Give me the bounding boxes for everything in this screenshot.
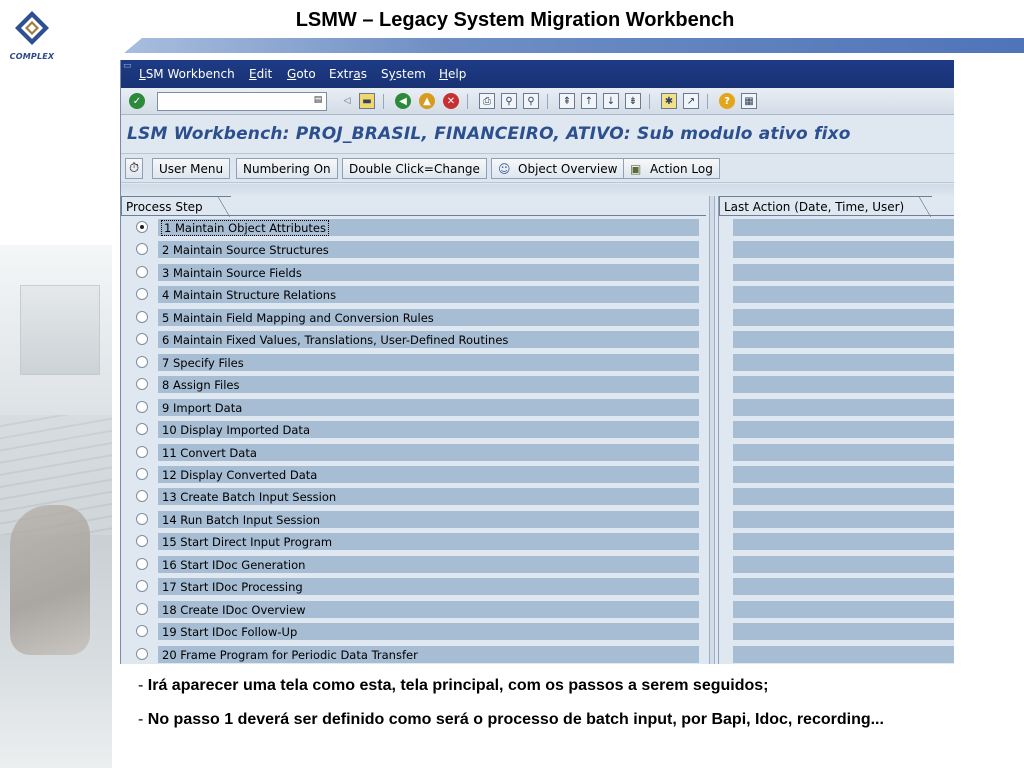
step-row[interactable] xyxy=(121,284,706,306)
step-radio[interactable] xyxy=(136,243,148,255)
menu-goto[interactable]: Goto xyxy=(287,67,316,81)
last-action-cell xyxy=(733,309,954,326)
step-text: 16 Start IDoc Generation xyxy=(162,557,306,572)
command-history-icon[interactable]: ▤ xyxy=(313,95,323,105)
process-clock-button[interactable] xyxy=(125,158,143,179)
step-radio[interactable] xyxy=(136,221,148,233)
note-1-text: Irá aparecer uma tela como esta, tela principal, com os passos a serem seguidos; xyxy=(147,677,769,694)
menu-help[interactable]: Help xyxy=(439,67,467,81)
step-radio[interactable] xyxy=(136,356,148,368)
slide-notes xyxy=(138,674,938,732)
step-text: 17 Start IDoc Processing xyxy=(162,580,303,595)
action-log-label: Action Log xyxy=(650,161,713,176)
step-text: 6 Maintain Fixed Values, Translations, User-Defined Routines xyxy=(162,333,509,348)
step-label[interactable] xyxy=(158,578,699,595)
step-radio[interactable] xyxy=(136,648,148,660)
step-radio[interactable] xyxy=(136,401,148,413)
photo-hand xyxy=(10,505,90,655)
step-radio[interactable] xyxy=(136,558,148,570)
step-label[interactable] xyxy=(158,286,699,303)
pane-splitter[interactable] xyxy=(709,196,715,664)
application-toolbar xyxy=(121,153,954,183)
step-row[interactable] xyxy=(121,217,706,239)
save-icon[interactable]: ▬ xyxy=(359,93,375,109)
step-text: 19 Start IDoc Follow-Up xyxy=(162,625,298,640)
toolbar-separator xyxy=(707,94,708,109)
enter-check-icon[interactable]: ✓ xyxy=(129,93,145,109)
collapse-arrow-icon[interactable]: ◁ xyxy=(343,96,351,106)
last-action-cell xyxy=(733,556,954,573)
process-step-pane xyxy=(121,196,706,664)
menu-extras[interactable]: Extras xyxy=(329,67,367,81)
last-action-cell xyxy=(733,331,954,348)
sap-window xyxy=(120,60,954,664)
note-1-dash: - xyxy=(138,677,144,694)
step-text: 8 Assign Files xyxy=(162,378,240,393)
log-icon: ▣ xyxy=(630,161,642,176)
step-row[interactable] xyxy=(121,621,706,643)
step-radio[interactable] xyxy=(136,535,148,547)
step-radio[interactable] xyxy=(136,266,148,278)
step-radio[interactable] xyxy=(136,333,148,345)
content-area xyxy=(121,184,954,664)
step-label[interactable] xyxy=(158,309,699,326)
last-action-cell xyxy=(733,241,954,258)
note-2-text: No passo 1 deverá ser definido como será o processo de batch input, por Bapi, Idoc, recording... xyxy=(147,711,884,728)
step-label[interactable] xyxy=(158,533,699,550)
layout-menu-icon[interactable]: ▦ xyxy=(741,93,757,109)
step-radio[interactable] xyxy=(136,311,148,323)
last-action-cell xyxy=(733,421,954,438)
decorative-photo xyxy=(0,245,112,768)
screen-title: LSM Workbench: PROJ_BRASIL, FINANCEIRO, ATIVO: Sub modulo ativo fixo xyxy=(127,124,851,144)
step-label[interactable] xyxy=(158,331,699,348)
last-action-cell xyxy=(733,444,954,461)
step-label[interactable] xyxy=(158,444,699,461)
step-text: 7 Specify Files xyxy=(162,355,244,370)
toolbar-separator xyxy=(547,94,548,109)
step-radio[interactable] xyxy=(136,468,148,480)
user-menu-button[interactable]: User Menu xyxy=(152,158,230,179)
step-label[interactable] xyxy=(158,488,699,505)
step-row[interactable] xyxy=(121,307,706,329)
last-action-cell xyxy=(733,646,954,663)
action-log-button[interactable] xyxy=(623,158,720,179)
step-row[interactable] xyxy=(121,576,706,598)
header-line xyxy=(719,215,954,216)
step-text: 15 Start Direct Input Program xyxy=(162,535,333,550)
step-text: 13 Create Batch Input Session xyxy=(162,490,337,505)
step-row[interactable] xyxy=(121,464,706,486)
step-row[interactable] xyxy=(121,419,706,441)
step-radio[interactable] xyxy=(136,603,148,615)
command-field[interactable] xyxy=(157,92,327,111)
title-underline-bar xyxy=(124,38,1024,53)
help-icon[interactable]: ? xyxy=(719,93,735,109)
step-label[interactable] xyxy=(158,466,699,483)
step-row[interactable] xyxy=(121,374,706,396)
step-label[interactable] xyxy=(158,241,699,258)
step-text: 10 Display Imported Data xyxy=(162,423,310,438)
step-label[interactable] xyxy=(158,556,699,573)
command-input[interactable] xyxy=(158,97,308,114)
step-row[interactable] xyxy=(121,644,706,664)
shortcut-icon[interactable]: ↗ xyxy=(683,93,699,109)
object-overview-button[interactable] xyxy=(491,158,624,179)
last-action-cell xyxy=(733,354,954,371)
toolbar-separator xyxy=(649,94,650,109)
step-row[interactable] xyxy=(121,262,706,284)
person-icon: ☺ xyxy=(498,161,511,176)
step-row[interactable] xyxy=(121,599,706,621)
last-action-pane xyxy=(718,196,954,664)
step-text: 1 Maintain Object Attributes xyxy=(164,221,326,235)
step-radio[interactable] xyxy=(136,625,148,637)
slide-title: LSMW – Legacy System Migration Workbench xyxy=(295,9,735,31)
print-icon[interactable]: ⎙ xyxy=(479,93,495,109)
step-row[interactable] xyxy=(121,554,706,576)
step-row[interactable] xyxy=(121,352,706,374)
step-text: 5 Maintain Field Mapping and Conversion Rules xyxy=(162,310,434,325)
last-page-icon[interactable]: ⇟ xyxy=(625,93,641,109)
last-action-cell xyxy=(733,286,954,303)
toolbar-separator xyxy=(467,94,468,109)
content-separator xyxy=(121,184,954,196)
previous-page-icon[interactable]: ↑ xyxy=(581,93,597,109)
object-overview-label: Object Overview xyxy=(518,161,618,176)
step-row[interactable] xyxy=(121,239,706,261)
next-page-icon[interactable]: ↓ xyxy=(603,93,619,109)
step-label[interactable] xyxy=(158,264,699,281)
step-row[interactable] xyxy=(121,329,706,351)
step-radio[interactable] xyxy=(136,513,148,525)
step-label[interactable] xyxy=(158,623,699,640)
step-text: 4 Maintain Structure Relations xyxy=(162,288,337,303)
double-click-change-button[interactable]: Double Click=Change xyxy=(342,158,487,179)
step-label[interactable] xyxy=(158,376,699,393)
step-radio[interactable] xyxy=(136,580,148,592)
step-row[interactable] xyxy=(121,486,706,508)
last-action-cell xyxy=(733,601,954,618)
find-next-icon[interactable]: ⚲ xyxy=(523,93,539,109)
last-action-cell xyxy=(733,511,954,528)
back-icon[interactable]: ◀ xyxy=(395,93,411,109)
step-radio[interactable] xyxy=(136,288,148,300)
step-text: 11 Convert Data xyxy=(162,445,257,460)
last-action-cell xyxy=(733,219,954,236)
new-session-icon[interactable]: ✱ xyxy=(661,93,677,109)
step-label[interactable] xyxy=(158,646,699,663)
menu-system[interactable]: System xyxy=(381,67,426,81)
last-action-header: Last Action (Date, Time, User) xyxy=(719,196,922,216)
step-label[interactable] xyxy=(158,219,699,236)
step-label[interactable] xyxy=(158,421,699,438)
exit-icon[interactable]: ▲ xyxy=(419,93,435,109)
complex-logo xyxy=(4,6,60,64)
step-label[interactable] xyxy=(158,601,699,618)
step-text: 3 Maintain Source Fields xyxy=(162,265,302,280)
note-2 xyxy=(138,708,918,732)
last-action-cell xyxy=(733,466,954,483)
menu-edit[interactable]: Edit xyxy=(249,67,273,81)
header-line xyxy=(121,215,706,216)
step-row[interactable] xyxy=(121,509,706,531)
step-label[interactable] xyxy=(158,399,699,416)
standard-toolbar xyxy=(121,88,954,115)
step-text: 2 Maintain Source Structures xyxy=(162,243,329,258)
step-row[interactable] xyxy=(121,397,706,419)
step-radio[interactable] xyxy=(136,423,148,435)
step-radio[interactable] xyxy=(136,490,148,502)
last-action-cell xyxy=(733,264,954,281)
logo-wordmark: COMPLEX xyxy=(9,52,55,61)
step-label[interactable] xyxy=(158,511,699,528)
step-text: 20 Frame Program for Periodic Data Transfer xyxy=(162,647,418,662)
numbering-on-button[interactable]: Numbering On xyxy=(236,158,338,179)
process-step-header: Process Step xyxy=(121,196,221,216)
first-page-icon[interactable]: ⇞ xyxy=(559,93,575,109)
photo-monitor xyxy=(20,285,100,375)
last-action-cell xyxy=(733,578,954,595)
find-icon[interactable]: ⚲ xyxy=(501,93,517,109)
last-action-cell xyxy=(733,399,954,416)
system-menu-icon[interactable]: ▭ xyxy=(123,61,132,71)
note-1 xyxy=(138,674,938,698)
last-action-cell xyxy=(733,533,954,550)
step-text: 9 Import Data xyxy=(162,400,243,415)
clock-icon: ⏱ xyxy=(129,161,140,176)
step-text: 18 Create IDoc Overview xyxy=(162,602,306,617)
cancel-icon[interactable]: ✕ xyxy=(443,93,459,109)
step-radio[interactable] xyxy=(136,446,148,458)
step-text: 12 Display Converted Data xyxy=(162,467,318,482)
diamond-logo-icon xyxy=(14,10,50,46)
menu-bar xyxy=(121,60,954,88)
step-row[interactable] xyxy=(121,531,706,553)
last-action-cell xyxy=(733,376,954,393)
step-label[interactable] xyxy=(158,354,699,371)
last-action-cell xyxy=(733,623,954,640)
step-row[interactable] xyxy=(121,442,706,464)
toolbar-separator xyxy=(383,94,384,109)
step-text: 14 Run Batch Input Session xyxy=(162,512,321,527)
menu-lsm-workbench[interactable]: LSM Workbench xyxy=(139,67,235,81)
step-radio[interactable] xyxy=(136,378,148,390)
note-2-dash: - xyxy=(138,711,144,728)
last-action-cell xyxy=(733,488,954,505)
